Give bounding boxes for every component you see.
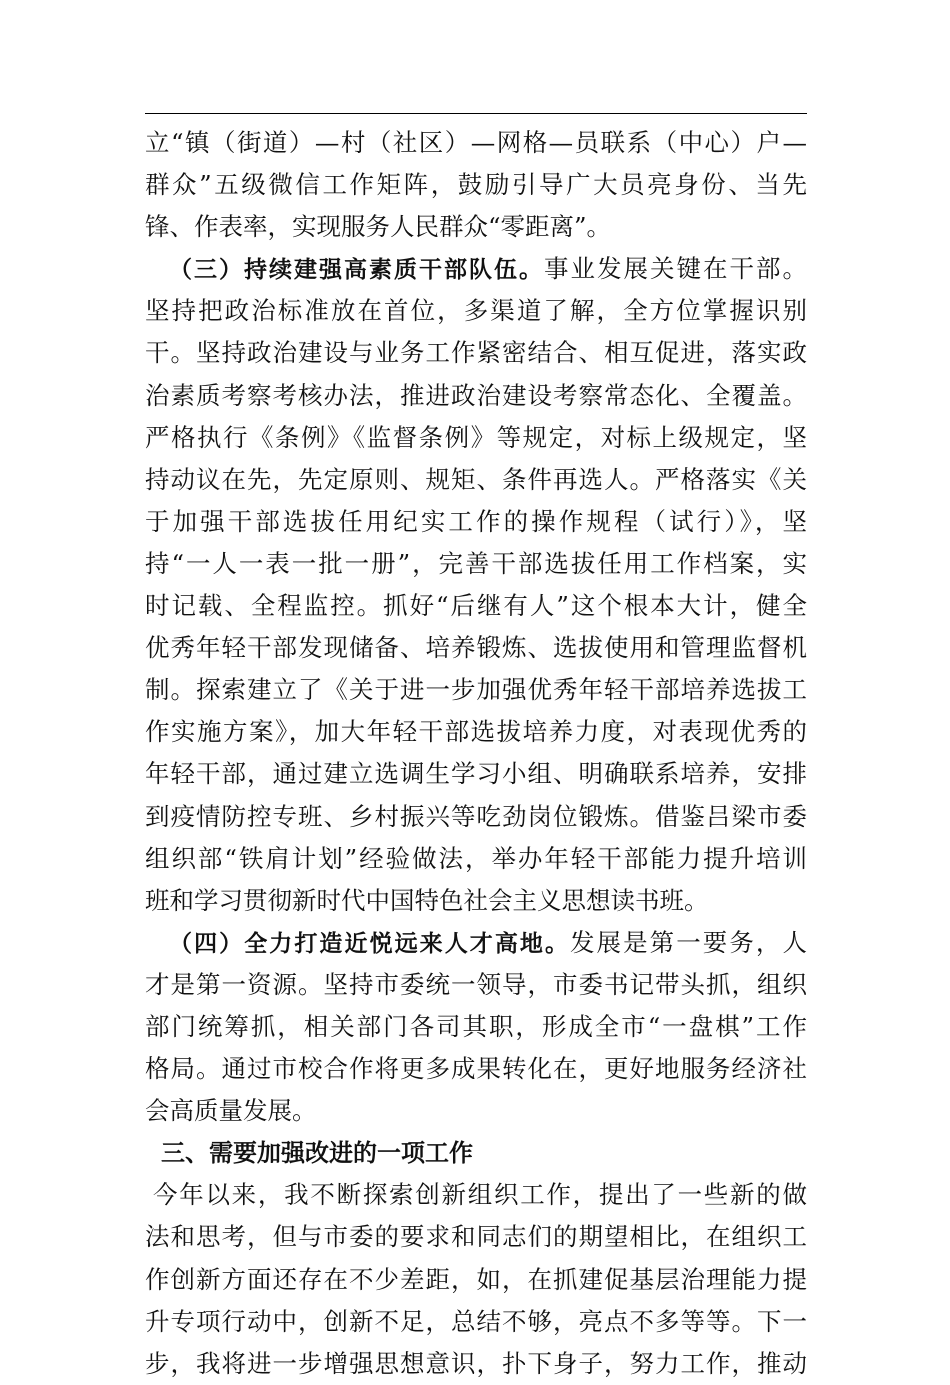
text-fragment: 发展是第一要务，人 (570, 927, 807, 957)
document-body (145, 122, 807, 1385)
text-line: 立“镇（街道）—村（社区）—网格—员联系（中心）户— (145, 128, 807, 157)
paragraph-intro (145, 122, 807, 248)
text-line: 干。坚持政治建设与业务工作紧密结合、相互促进，落实政 (145, 338, 807, 368)
text-line: 到疫情防控专班、乡村振兴等吃劲岗位锻炼。借鉴吕梁市委 (145, 801, 807, 831)
text-line: 升专项行动中，创新不足，总结不够，亮点不多等等。下一 (145, 1306, 807, 1336)
text-line: 年轻干部，通过建立选调生学习小组、明确联系培养，安排 (145, 759, 807, 789)
text-line: 法和思考，但与市委的要求和同志们的期望相比，在组织工 (145, 1222, 807, 1252)
text-line: 会高质量发展。 (145, 1096, 317, 1126)
text-line: 持“一人一表一批一册”，完善干部选拔任用工作档案，实 (145, 548, 807, 578)
paragraph-first-line (145, 922, 807, 964)
text-line: 严格执行《条例》《监督条例》等规定，对标上级规定，坚 (145, 422, 807, 452)
section-heading: 三、需要加强改进的一项工作 (161, 1139, 473, 1168)
text-line: 班和学习贯彻新时代中国特色社会主义思想读书班。 (145, 885, 709, 915)
text-line: 锋、作表率，实现服务人民群众“零距离”。 (145, 212, 612, 242)
header-rule (145, 113, 807, 114)
text-fragment: 事业发展关键在干部。 (544, 254, 807, 284)
paragraph-five (145, 1174, 807, 1384)
paragraph-first-line (145, 248, 807, 290)
text-line: 作创新方面还存在不少差距，如，在抓建促基层治理能力提 (145, 1264, 807, 1294)
paragraph-three (145, 248, 807, 922)
text-line: 时记载、全程监控。抓好“后继有人”这个根本大计，健全 (145, 591, 807, 621)
text-line: 制。探索建立了《关于进一步加强优秀年轻干部培养选拔工 (145, 675, 807, 705)
text-line: 坚持把政治标准放在首位，多渠道了解，全方位掌握识别 (145, 296, 807, 326)
text-line: 部门统筹抓，相关部门各司其职，形成全市“一盘棋”工作 (145, 1011, 807, 1041)
text-line: 治素质考察考核办法，推进政治建设考察常态化、全覆盖。 (145, 380, 807, 410)
paragraph-four (145, 922, 807, 1132)
paragraph-heading: （四）全力打造近悦远来人才高地。 (169, 930, 570, 957)
text-line: 才是第一资源。坚持市委统一领导，市委书记带头抓，组织 (145, 969, 807, 999)
text-line: 优秀年轻干部发现储备、培养锻炼、选拔使用和管理监督机 (145, 633, 807, 663)
text-line: 组织部“铁肩计划”经验做法，举办年轻干部能力提升培训 (145, 843, 807, 873)
paragraph-heading: （三）持续建强高素质干部队伍。 (169, 257, 544, 284)
text-line: 持动议在先，先定原则、规矩、条件再选人。严格落实《关 (145, 464, 807, 494)
text-line: 步，我将进一步增强思想意识，扑下身子，努力工作，推动 (145, 1348, 807, 1378)
text-line: 于加强干部选拔任用纪实工作的操作规程（试行）》，坚 (145, 506, 807, 536)
text-line: 群众”五级微信工作矩阵，鼓励引导广大员亮身份、当先 (145, 170, 807, 200)
text-line: 作实施方案》，加大年轻干部选拔培养力度，对表现优秀的 (145, 717, 807, 747)
text-line: 今年以来，我不断探索创新组织工作，提出了一些新的做 (153, 1180, 807, 1210)
text-line: 格局。通过市校合作将更多成果转化在，更好地服务经济社 (145, 1054, 807, 1084)
